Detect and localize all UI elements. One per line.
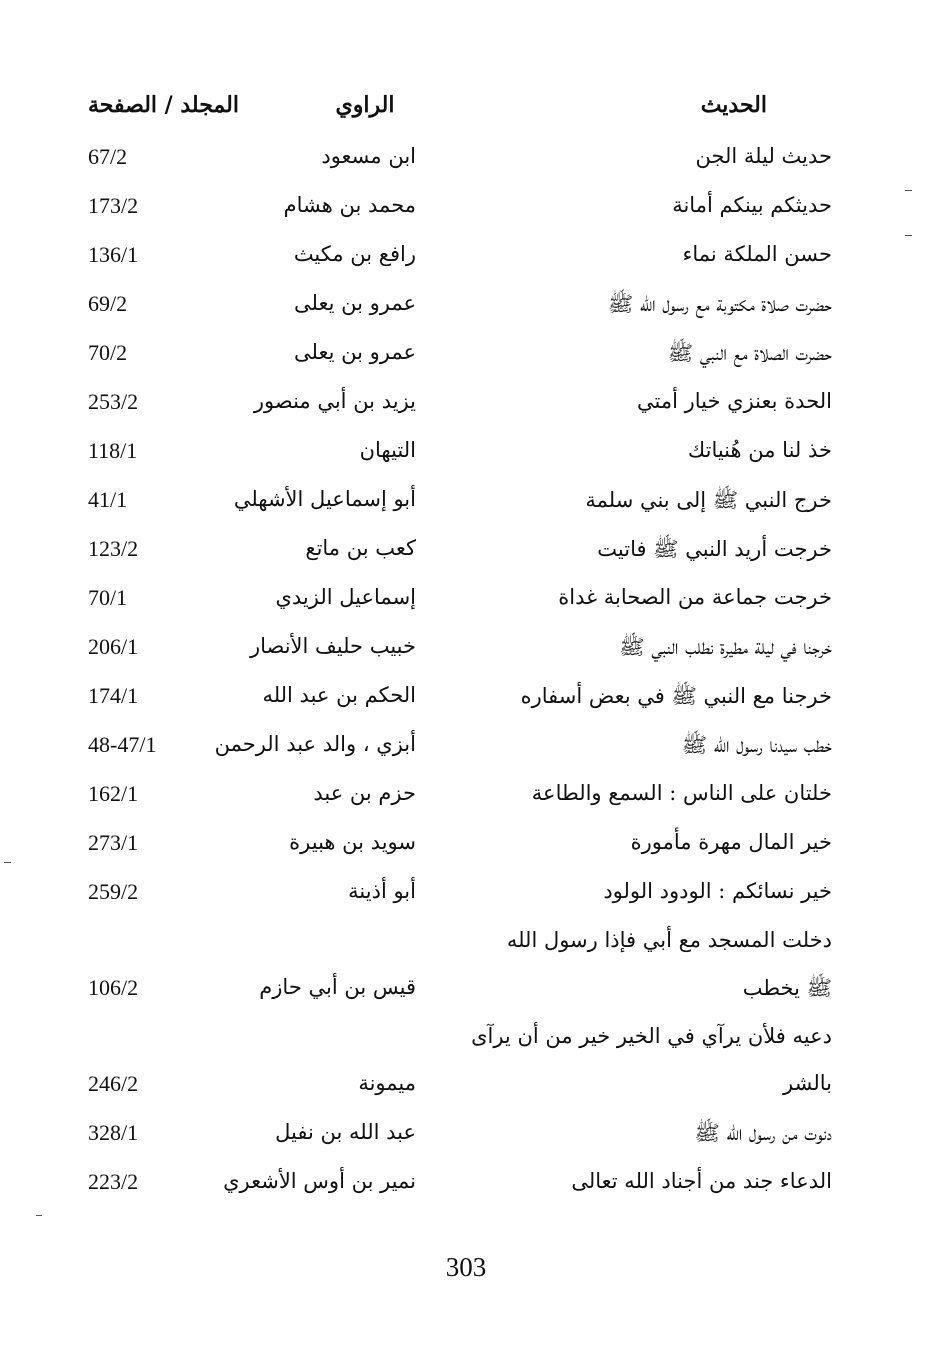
volume-page-reference: 162/1 <box>88 781 139 806</box>
hadith-text: خرجت أريد النبي ﷺ فاتيت <box>597 537 832 561</box>
table-row <box>0 724 932 773</box>
column-header-hadith: الحديث <box>700 92 767 118</box>
volume-page-reference: 67/2 <box>88 144 128 169</box>
hadith-text: خرجنا في ليلة مطيرة نطلب النبي ﷺ <box>619 635 832 659</box>
volume-page-reference: 328/1 <box>88 1120 139 1145</box>
table-row <box>0 967 932 1016</box>
narrator-name: إسماعيل الزيدي <box>275 585 416 609</box>
table-row <box>0 332 932 381</box>
narrator-name: يزيد بن أبي منصور <box>253 389 416 413</box>
volume-page-reference: 69/2 <box>88 291 128 316</box>
narrator-name: ابن مسعود <box>321 144 416 168</box>
table-row <box>0 1063 932 1112</box>
volume-page-reference: 48-47/1 <box>88 732 157 757</box>
hadith-text: ﷺ يخطب <box>742 976 832 1000</box>
volume-page-reference: 136/1 <box>88 242 139 267</box>
volume-page-reference: 253/2 <box>88 389 139 414</box>
narrator-name: خبيب حليف الأنصار <box>249 634 416 658</box>
hadith-text: حضرت الصلاة مع النبي ﷺ <box>667 341 832 365</box>
narrator-name: التيهان <box>359 438 416 462</box>
narrator-name: أبزي ، والد عبد الرحمن <box>214 732 416 756</box>
hadith-text: دعيه فلأن يرآي في الخير خير من أن يرآى <box>471 1024 832 1048</box>
hadith-text: خرجت جماعة من الصحابة غداة <box>558 585 832 609</box>
volume-page-reference: 123/2 <box>88 536 139 561</box>
narrator-name: عمرو بن يعلى <box>293 340 416 364</box>
narrator-name: حزم بن عبد <box>313 781 416 805</box>
narrator-name: قيس بن أبي حازم <box>259 975 416 999</box>
column-header-reference: المجلد / الصفحة <box>88 92 239 118</box>
narrator-name: الحكم بن عبد الله <box>262 683 416 707</box>
hadith-text: بالشر <box>783 1071 832 1095</box>
narrator-name: محمد بن هشام <box>283 193 416 217</box>
narrator-name: أبو أذينة <box>348 879 416 903</box>
table-row <box>0 234 932 283</box>
table-row <box>0 528 932 577</box>
volume-page-reference: 70/1 <box>88 585 128 610</box>
hadith-text: خذ لنا من هُنياتك <box>687 438 832 462</box>
table-row <box>0 920 932 967</box>
table-row <box>0 1112 932 1161</box>
narrator-name: عمرو بن يعلى <box>293 291 416 315</box>
narrator-name: رافع بن مكيث <box>293 242 416 266</box>
volume-page-reference: 174/1 <box>88 683 139 708</box>
table-row <box>0 136 932 185</box>
narrator-name: أبو إسماعيل الأشهلي <box>233 487 416 511</box>
volume-page-reference: 41/1 <box>88 487 128 512</box>
hadith-text: الحدة بعنزي خيار أمتي <box>637 389 832 413</box>
hadith-text: خطب سيدنا رسول الله ﷺ <box>681 733 832 757</box>
table-row <box>0 479 932 528</box>
table-row <box>0 871 932 920</box>
volume-page-reference: 246/2 <box>88 1071 139 1096</box>
hadith-text: حضرت صلاة مكتوبة مع رسول الله ﷺ <box>607 292 832 316</box>
volume-page-reference: 118/1 <box>88 438 138 463</box>
hadith-text: خير المال مهرة مأمورة <box>630 830 832 854</box>
volume-page-reference: 223/2 <box>88 1169 139 1194</box>
table-row <box>0 577 932 626</box>
hadith-text: حديثكم بينكم أمانة <box>672 193 832 217</box>
table-row <box>0 283 932 332</box>
narrator-name: سويد بن هبيرة <box>289 830 416 854</box>
column-header-narrator: الراوي <box>335 92 395 118</box>
narrator-name: ميمونة <box>358 1071 416 1095</box>
hadith-text: دخلت المسجد مع أبي فإذا رسول الله <box>506 928 832 952</box>
volume-page-reference: 173/2 <box>88 193 139 218</box>
hadith-index-table <box>0 136 932 1210</box>
table-row <box>0 1016 932 1063</box>
hadith-text: خرجنا مع النبي ﷺ في بعض أسفاره <box>520 684 832 708</box>
page-number: 303 <box>445 1252 487 1282</box>
table-row <box>0 381 932 430</box>
volume-page-reference: 206/1 <box>88 634 139 659</box>
table-row <box>0 675 932 724</box>
table-row <box>0 1161 932 1210</box>
table-row <box>0 773 932 822</box>
narrator-name: نمير بن أوس الأشعري <box>223 1169 416 1193</box>
table-row <box>0 626 932 675</box>
scan-mark <box>36 1215 42 1216</box>
hadith-text: خير نسائكم : الودود الولود <box>603 879 832 903</box>
table-row <box>0 185 932 234</box>
volume-page-reference: 106/2 <box>88 975 139 1000</box>
volume-page-reference: 273/1 <box>88 830 139 855</box>
narrator-name: عبد الله بن نفيل <box>275 1120 416 1144</box>
hadith-text: حديث ليلة الجن <box>695 144 832 168</box>
narrator-name: كعب بن ماتع <box>305 536 416 560</box>
hadith-text: الدعاء جند من أجناد الله تعالى <box>571 1169 832 1193</box>
volume-page-reference: 259/2 <box>88 879 139 904</box>
hadith-text: دنوت من رسول الله ﷺ <box>694 1121 832 1145</box>
table-row <box>0 430 932 479</box>
hadith-text: حسن الملكة نماء <box>682 242 832 266</box>
volume-page-reference: 70/2 <box>88 340 128 365</box>
hadith-text: خرج النبي ﷺ إلى بني سلمة <box>585 488 832 512</box>
table-row <box>0 822 932 871</box>
hadith-text: خلتان على الناس : السمع والطاعة <box>531 781 832 805</box>
